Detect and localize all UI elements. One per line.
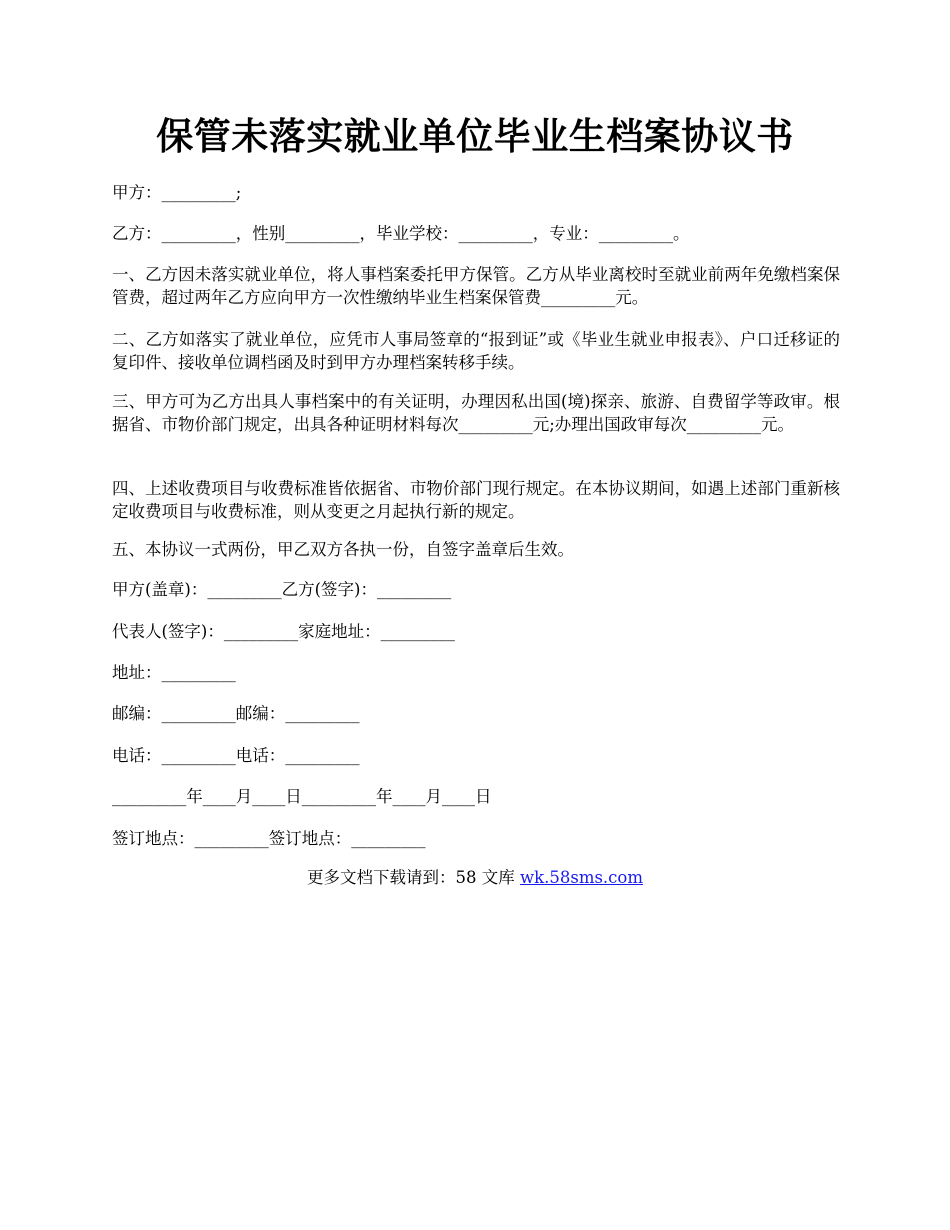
seal-signature-line: 甲方(盖章)：_________乙方(签字)：_________: [112, 580, 452, 599]
party-b-line: 乙方：_________，性别_________，毕业学校：_________，专业：_________。: [112, 224, 690, 243]
clause-4: 四、上述收费项目与收费标准皆依据省、市物价部门现行规定。在本协议期间，如遇上述部门重新核定收费项目与收费标准，则从变更之月起执行新的规定。: [112, 479, 840, 521]
clause-5: 五、本协议一式两份，甲乙双方各执一份，自签字盖章后生效。: [112, 540, 574, 559]
phone-line: 电话：_________电话：_________: [112, 746, 360, 765]
signing-place-line: 签订地点：_________签订地点：_________: [112, 829, 426, 848]
party-a-line: 甲方：_________;: [112, 183, 242, 202]
footer-prefix: 更多文档下载请到：58 文库: [306, 868, 520, 887]
footer: [0, 866, 950, 889]
address-line: 地址：_________: [112, 663, 236, 682]
clause-1: 一、乙方因未落实就业单位，将人事档案委托甲方保管。乙方从毕业离校时至就业前两年免缴档案保管费，超过两年乙方应向甲方一次性缴纳毕业生档案保管费_________元。: [112, 265, 840, 307]
document-title: 保管未落实就业单位毕业生档案协议书: [156, 114, 794, 158]
postcode-line: 邮编：_________邮编：_________: [112, 704, 360, 723]
footer-link[interactable]: wk.58sms.com: [519, 868, 643, 887]
representative-line: 代表人(签字)：_________家庭地址：_________: [112, 622, 455, 641]
clause-2: 二、乙方如落实了就业单位，应凭市人事局签章的“报到证”或《毕业生就业申报表》、户口迁移证的复印件、接收单位调档函及时到甲方办理档案转移手续。: [112, 330, 840, 372]
clause-3: 三、甲方可为乙方出具人事档案中的有关证明，办理因私出国(境)探亲、旅游、自费留学等政审。根据省、市物价部门规定，出具各种证明材料每次_________元;办理出国政审每次_________元。: [112, 392, 840, 434]
date-line: _________年____月____日_________年____月____日: [112, 787, 492, 806]
